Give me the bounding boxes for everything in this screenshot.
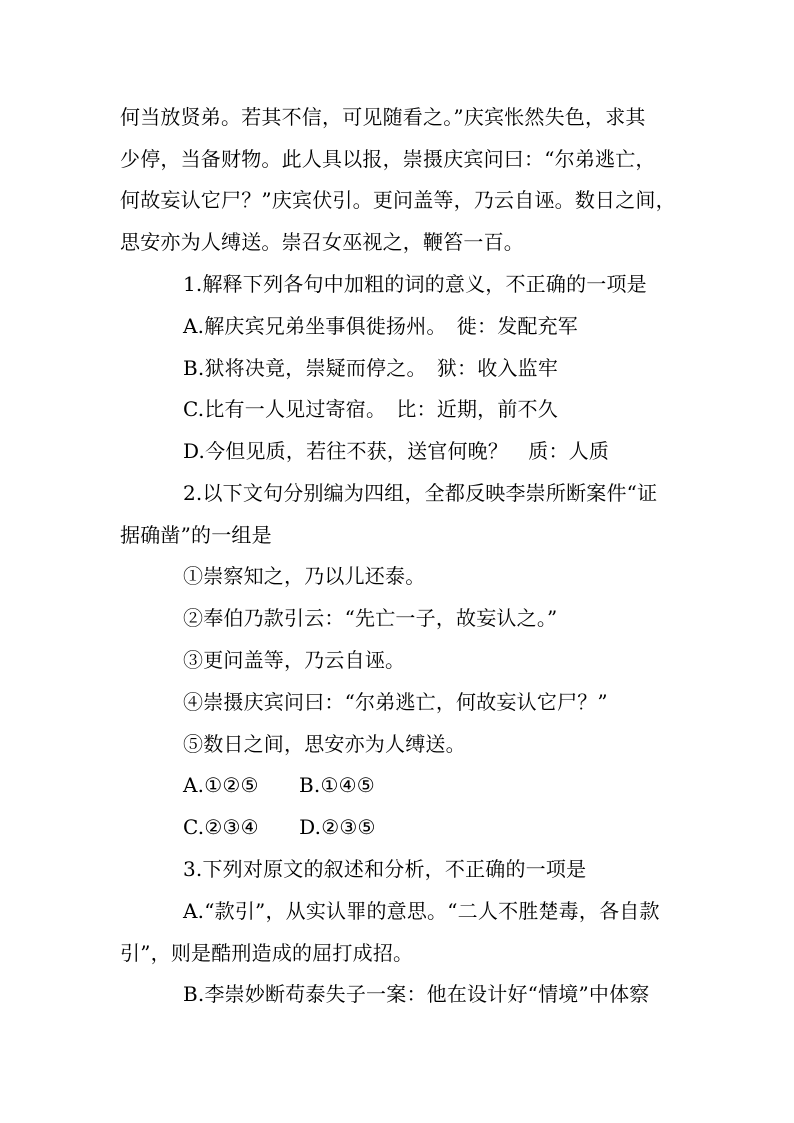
passage-line: 少停，当备财物。此人具以报，崇摄庆宾问曰：“尔弟逃亡， bbox=[120, 147, 656, 171]
question-3-option-a: A.“款引”，从实认罪的意思。“二人不胜楚毒，各自款 bbox=[183, 899, 660, 923]
question-2-item-5: ⑤数日之间，思安亦为人缚送。 bbox=[183, 732, 466, 756]
question-2-item-1: ①崇察知之，乃以儿还泰。 bbox=[183, 564, 426, 588]
question-2-options-cd: C.②③④ D.②③⑤ bbox=[183, 815, 376, 839]
question-3-stem: 3.下列对原文的叙述和分析，不正确的一项是 bbox=[183, 857, 587, 881]
question-2-stem-cont: 据确凿”的一组是 bbox=[120, 523, 272, 547]
question-1-option-d: D.今但见质，若往不获，送官何晚？ 质：人质 bbox=[183, 439, 610, 463]
question-1-option-a: A.解庆宾兄弟坐事俱徙扬州。 徙：发配充军 bbox=[183, 314, 579, 338]
question-2-stem: 2.以下文句分别编为四组，全都反映李崇所断案件“证 bbox=[183, 481, 658, 505]
passage-line: 思安亦为人缚送。崇召女巫视之，鞭笞一百。 bbox=[120, 230, 524, 254]
question-2-item-4: ④崇摄庆宾问曰：“尔弟逃亡，何故妄认它尸？” bbox=[183, 690, 608, 714]
passage-line: 何故妄认它尸？”庆宾伏引。更问盖等，乃云自诬。数日之间， bbox=[120, 188, 676, 212]
question-2-options-ab: A.①②⑤ B.①④⑤ bbox=[183, 773, 375, 797]
question-1-option-c: C.比有一人见过寄宿。 比：近期，前不久 bbox=[183, 397, 558, 421]
passage-line: 何当放贤弟。若其不信，可见随看之。”庆宾怅然失色，求其 bbox=[120, 105, 646, 129]
question-3-option-b: B.李崇妙断苟泰失子一案：他在设计好“情境”中体察 bbox=[183, 982, 650, 1006]
question-1-option-b: B.狱将决竟，崇疑而停之。 狱：收入监牢 bbox=[183, 356, 559, 380]
question-1-stem: 1.解释下列各句中加粗的词的意义，不正确的一项是 bbox=[183, 272, 647, 296]
question-3-option-a-cont: 引”，则是酷刑造成的屈打成招。 bbox=[120, 941, 414, 965]
question-2-item-3: ③更问盖等，乃云自诬。 bbox=[183, 648, 406, 672]
question-2-item-2: ②奉伯乃款引云：“先亡一子，故妄认之。” bbox=[183, 606, 558, 630]
